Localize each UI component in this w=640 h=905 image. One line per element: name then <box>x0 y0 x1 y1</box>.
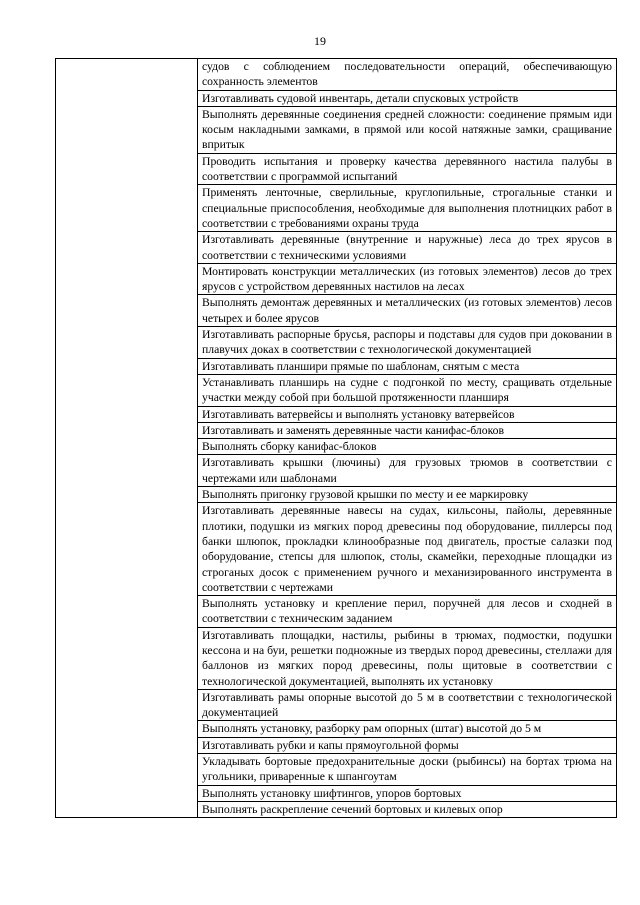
task-text: Выполнять деревянные соединения средней сложности: соединение прямым иди косым накладными замками, в прямой или косой натяжные замки, сращивание впритык <box>202 107 612 152</box>
task-cell <box>198 737 617 753</box>
task-cell <box>198 374 617 406</box>
task-text: Изготавливать деревянные (внутренние и наружные) леса до трех ярусов в соответствии с техническими условиями <box>202 233 612 262</box>
task-cell <box>198 295 617 327</box>
table-body <box>56 59 617 818</box>
task-cell <box>198 106 617 153</box>
task-text: Изготавливать распорные брусья, распоры и подставы для судов при доковании в плавучих доках в соответствии с технологической документацией <box>202 328 612 357</box>
task-cell <box>198 185 617 232</box>
task-cell <box>198 627 617 689</box>
task-cell <box>198 422 617 438</box>
task-cell <box>198 439 617 455</box>
task-text: Изготавливать крышки (лючины) для грузовых трюмов в соответствии с чертежами или шаблонами <box>202 456 612 485</box>
task-cell <box>198 801 617 817</box>
task-cell <box>198 327 617 359</box>
task-text: Выполнять пригонку грузовой крышки по месту и ее маркировку <box>202 488 529 502</box>
task-text: Изготавливать рубки и капы прямоугольной формы <box>202 738 459 752</box>
task-text: Изготавливать деревянные навесы на судах, кильсоны, пайолы, деревянные плотики, подушки из мягких пород древесины под оборудование, пиллерсы под банки шлюпок, прокладки клинообразные под двигатель, простые салазки под оборудование, степсы для шлюпок, столы, скамейки, переходные площадки из строганых досок с применением ручного и механизированного инструмента в соответствии с чертежами <box>202 504 612 594</box>
task-cell <box>198 90 617 106</box>
task-cell <box>198 59 617 91</box>
task-text: Выполнять сборку канифас-блоков <box>202 440 377 454</box>
task-text: Применять ленточные, сверлильные, круглопильные, строгальные станки и специальные приспособления, необходимые для выполнения плотницких работ в соответствии с требованиями охраны труда <box>202 186 612 230</box>
task-text: Выполнять раскрепление сечений бортовых и килевых опор <box>202 802 503 816</box>
task-cell <box>198 596 617 628</box>
functions-table <box>55 58 617 818</box>
task-cell <box>198 487 617 503</box>
task-text: Выполнять установку и крепление перил, поручней для лесов и сходней в соответствии с техническим заданием <box>202 597 612 626</box>
task-cell <box>198 153 617 185</box>
task-cell <box>198 232 617 264</box>
task-text: Изготавливать планшири прямые по шаблонам, снятым с места <box>202 359 520 373</box>
task-cell <box>198 503 617 596</box>
task-text: Выполнять демонтаж деревянных и металлических (из готовых элементов) лесов четырех и более ярусов <box>202 296 612 325</box>
task-text: Выполнять установку, разборку рам опорных (штаг) высотой до 5 м <box>202 722 542 736</box>
task-cell <box>198 406 617 422</box>
task-text: Изготавливать рамы опорные высотой до 5 м в соответствии с технологической документацией <box>202 690 612 720</box>
task-text: Изготавливать площадки, настилы, рыбины в трюмах, подмостки, подушки кессона и на буи, решетки подножные из твердых пород древесины, стеллажи для баллонов из мягких пород древесины, полы щитовые в соответствии с технологической документацией, выполнять их установку <box>202 628 612 688</box>
task-cell <box>198 754 617 786</box>
task-text: судов с соблюдением последовательности операций, обеспечивающую сохранность элементов <box>202 60 612 89</box>
task-cell <box>198 785 617 801</box>
task-cell <box>198 721 617 737</box>
task-text: Монтировать конструкции металлических (из готовых элементов) лесов до трех ярусов с устройством деревянных настилов на лесах <box>202 264 612 294</box>
page-number: 19 <box>314 34 326 48</box>
task-text: Изготавливать судовой инвентарь, детали спусковых устройств <box>202 91 519 105</box>
task-text: Устанавливать планширь на судне с подгонкой по месту, сращивать отдельные участки между собой при большой протяженности планширя <box>202 375 612 405</box>
task-cell <box>198 358 617 374</box>
task-cell <box>198 455 617 487</box>
table-row <box>56 59 617 91</box>
task-cell <box>198 689 617 721</box>
task-text: Изготавливать ватервейсы и выполнять установку ватервейсов <box>202 407 515 421</box>
task-text: Укладывать бортовые предохранительные доски (рыбинсы) на бортах трюма на угольники, приваренные к шпангоутам <box>202 755 612 784</box>
task-cell <box>198 263 617 295</box>
task-text: Проводить испытания и проверку качества деревянного настила палубы в соответствии с программой испытаний <box>202 154 612 184</box>
labor-function-cell <box>56 59 198 818</box>
task-text: Выполнять установку шифтингов, упоров бортовых <box>202 786 462 800</box>
task-text: Изготавливать и заменять деревянные части канифас-блоков <box>202 423 505 437</box>
